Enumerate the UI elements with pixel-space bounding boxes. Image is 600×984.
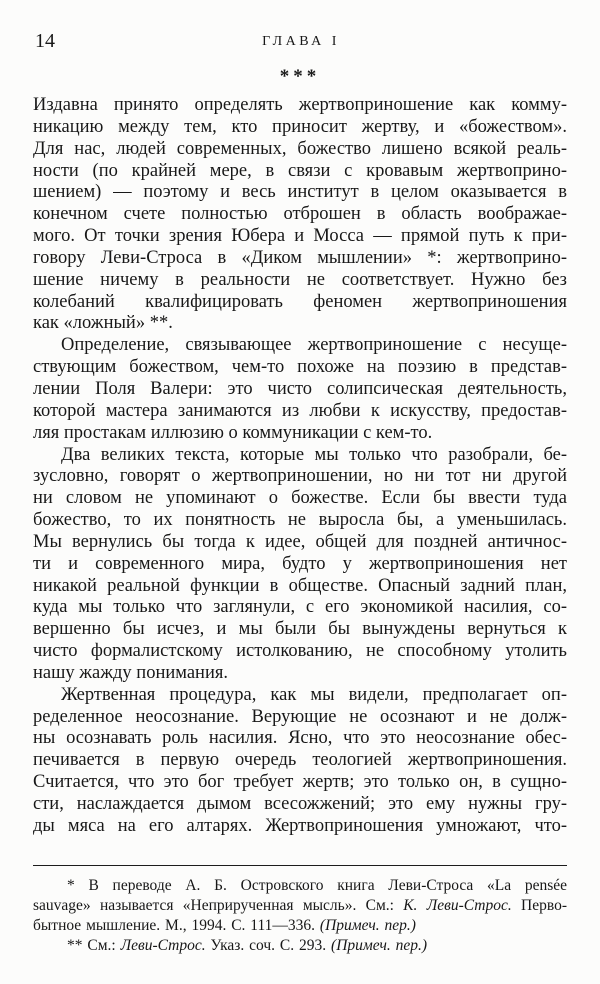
- text-line: Два великих текста, которые мы только что разобрали, бе-: [61, 444, 567, 465]
- text-line: ляя простакам иллюзию о коммуникации с кем-то.: [33, 422, 433, 443]
- text-line: Мы вернулись бы тогда к идее, общей для поздней античнос-: [33, 531, 567, 552]
- italic-text-segment: (Примеч. пер.): [331, 937, 428, 954]
- text-line: печивается в первую очередь теологией жертвоприношения.: [33, 750, 567, 771]
- text-line: мого. От точки зрения Юбера и Мосса — прямой путь к при-: [33, 226, 567, 247]
- text-line: никакой реальной функции в обществе. Опасный задний план,: [33, 575, 567, 596]
- text-line: Считается, что это бог требует жертв; это только он, в сущно-: [33, 772, 567, 793]
- page-number: 14: [35, 30, 55, 52]
- text-line: ности (по крайней мере, в связи с кровавым жертвоприно-: [33, 160, 567, 181]
- text-segment: Указ. соч. С. 293.: [205, 937, 332, 954]
- footnote-rule: [33, 865, 567, 866]
- text-line: никацию между тем, кто приносит жертву, и «божеством».: [33, 116, 567, 137]
- text-line: ды мяса на его алтарях. Жертвоприношения умножают, что-: [33, 815, 567, 836]
- text-line: [33, 896, 567, 916]
- text-line: божество, то их понятность не выросла бы, а уменьшилась.: [33, 510, 567, 531]
- text-line: [33, 916, 567, 936]
- italic-text-segment: Леви-Строс.: [120, 937, 206, 954]
- text-line: как «ложный» **.: [33, 313, 173, 334]
- text-line: Для нас, людей современных, божество лишено всякой реаль-: [33, 138, 567, 159]
- text-line: ствующим божеством, чем-то похоже на поэзию в представ-: [33, 357, 567, 378]
- text-line: вершенно бы исчез, и мы были бы вынуждены вернуться к: [33, 619, 567, 640]
- text-line: [33, 936, 567, 956]
- text-segment: ** См.:: [67, 937, 121, 954]
- text-line: ределенное неосознание. Верующие не осознают и не долж-: [33, 706, 567, 727]
- text-line: которой мастера занимаются из любви к искусству, предостав-: [33, 400, 567, 421]
- text-line: конечном счете полностью отброшен в область воображае-: [33, 204, 567, 225]
- text-line: шение ничему в реальности не соответствует. Нужно без: [33, 269, 567, 290]
- text-segment: * В переводе А. Б. Островского книга Леви-Строса «La pensée: [67, 877, 567, 894]
- text-segment: Перво-: [511, 897, 567, 914]
- text-line: ни словом не упоминают о божестве. Если бы ввести туда: [33, 488, 567, 509]
- text-segment: бытное мышление. М., 1994. С. 111—336.: [33, 917, 320, 934]
- text-line: Издавна принято определять жертвоприношение как комму-: [33, 95, 567, 115]
- running-header: [35, 30, 567, 54]
- text-line: чисто формалистскому истолкованию, не способному утолить: [33, 641, 567, 662]
- italic-text-segment: К. Леви-Строс.: [403, 897, 512, 914]
- chapter-header: ГЛАВА I: [262, 34, 340, 49]
- text-line: нашу жажду понимания.: [33, 662, 228, 683]
- text-line: шением) — поэтому и весь институт в целом оказывается в: [33, 182, 567, 203]
- footnote-block: [33, 865, 567, 956]
- body-text: [33, 95, 567, 838]
- text-segment: sauvage» называется «Неприрученная мысль». См.:: [33, 897, 404, 914]
- text-line: ти и современного мира, будто у жертвоприношения нет: [33, 553, 567, 574]
- text-line: колебаний квалифицировать феномен жертвоприношения: [33, 291, 567, 312]
- text-line: Жертвенная процедура, как мы видели, предполагает оп-: [61, 684, 567, 705]
- text-line: Определение, связывающее жертвоприношение с несуще-: [61, 335, 567, 356]
- text-line: ны осознавать роль насилия. Ясно, что это неосознание обес-: [33, 728, 567, 749]
- text-line: зусловно, говорят о жертвоприношении, но ни тот ни другой: [33, 466, 567, 487]
- text-line: лении Поля Валери: это чисто солипсическая деятельность,: [33, 378, 567, 399]
- section-separator: ***: [279, 66, 321, 87]
- footnotes: [33, 876, 567, 956]
- text-line: сти, наслаждается дымом всесожжений; это ему нужны гру-: [33, 794, 567, 814]
- text-line: говору Леви-Строса в «Диком мышлении» *: жертвоприно-: [33, 247, 567, 268]
- italic-text-segment: (Примеч. пер.): [319, 917, 416, 934]
- text-line: [33, 876, 567, 896]
- text-line: куда мы только что заглянули, с его экономикой насилия, со-: [33, 597, 567, 618]
